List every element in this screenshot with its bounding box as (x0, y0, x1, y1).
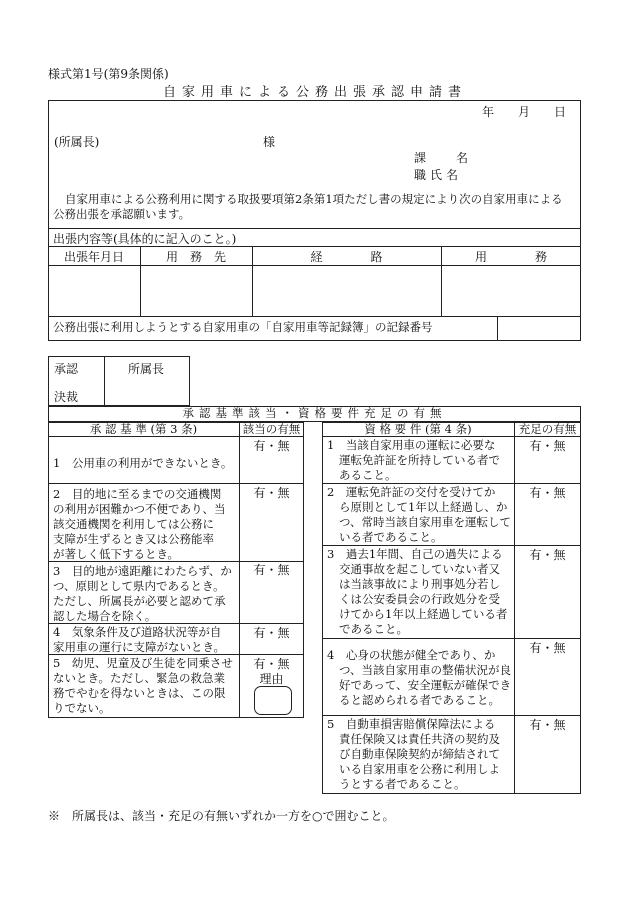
col-route: 経 路 (310, 250, 383, 264)
request-text: 自家用車による公務利用に関する取扱要項第2条第1項ただし書の規定により次の自家用車による 公務出張を承認願います。 (53, 192, 563, 221)
standard-1-mark: 有・無 (253, 439, 290, 453)
standard-item-1: 1 公用車の利用ができないとき。 (53, 456, 233, 470)
col-trip-date: 出張年月日 (63, 250, 124, 264)
requirement-1-mark: 有・無 (529, 439, 566, 453)
standard-item-5: 5 幼児、児童及び生徒を同乗させ ないとき。ただし、緊急の救急業 務でやむを得ないときは、この限 りでない。 (53, 656, 233, 715)
page-title: 自家用車による公務出張承認申請書 (162, 85, 467, 100)
date-label: 年 月 日 (482, 105, 567, 119)
left-col1-header: 承 認 基 準 (第 3 条) (89, 422, 198, 436)
standard-3-mark: 有・無 (253, 563, 290, 577)
standard-5-mark: 有・無 (253, 657, 290, 671)
standard-2-mark: 有・無 (253, 486, 290, 500)
sama-label: 様 (263, 135, 276, 149)
standard-4-mark: 有・無 (253, 626, 290, 640)
footnote: ※ 所属長は、該当・充足の有無いずれか一方を○で囲むこと。 (48, 809, 395, 823)
position-name-label: 職氏名 (414, 168, 463, 182)
addressee-label: (所属長) (54, 135, 100, 149)
standard-item-4: 4 気象条件及び道路状況等が自 家用車の運行に支障がないとき。 (53, 625, 226, 654)
right-col1-header: 資 格 要 件 (第 4 条) (364, 422, 472, 436)
record-number-label: 公務出張に利用しようとする自家用車の「自家用車等記録簿」の記録番号 (53, 320, 433, 334)
approval-label: 承認 (54, 362, 79, 376)
right-col2-header: 充足の有無 (518, 422, 577, 436)
requirement-4-mark: 有・無 (529, 641, 566, 655)
requirement-3-mark: 有・無 (529, 548, 566, 562)
section-name-label: 課 名 (414, 151, 471, 165)
requirement-2-mark: 有・無 (529, 486, 566, 500)
standard-item-2: 2 目的地に至るまでの交通機関 の利用が困難かつ不便であり、当 該交通機関を利用しては公務に 支障が生ずるとき又は公務能率 が著しく低下するとき。 (53, 487, 226, 561)
requirement-item-1: 1 当該自家用車の運転に必要な 運転免許証を所持している者で あること。 (327, 438, 500, 482)
kessai-label: 決裁 (54, 390, 79, 404)
requirement-item-5: 5 自動車損害賠償保障法による 責任保険又は責任共済の契約及 び自動車保険契約が締結されて いる自家用車を公務に利用しよ うとする者であること。 (327, 717, 500, 791)
requirement-item-2: 2 運転免許証の交付を受けてか ら原則として1年以上経過し、か つ、常時当該自家用車を運転して いる者であること。 (327, 485, 512, 544)
standard-item-3: 3 目的地が遠距離にわたらず、か つ、原則として県内であるとき。 ただし、所属長が必要と認めて承 認した場合を除く。 (53, 564, 232, 623)
reason-bracket (254, 686, 292, 715)
requirement-item-3: 3 過去1年間、自己の過失による 交通事故を起こしていない者又 は当該事故により刑事処分若し くは公安委員会の行政処分を受 けてから1年以上経過している者 であること。 (327, 547, 508, 636)
form-id: 様式第1号(第9条関係) (48, 67, 169, 81)
shozokucho-label: 所属長 (128, 362, 165, 376)
reason-label: 理由 (259, 672, 284, 686)
criteria-title: 承認基準該当・資格要件充足の有無 (182, 406, 447, 420)
trip-details-label: 出張内容等(具体的に記入のこと。) (53, 232, 237, 246)
requirement-5-mark: 有・無 (529, 718, 566, 732)
left-col2-header: 該当の有無 (242, 422, 301, 436)
requirement-item-4: 4 心身の状態が健全であり、か つ、当該自家用車の整備状況が良 好であって、安全運転が確保でき ると認められる者であること。 (327, 648, 512, 707)
col-destination: 用 務 先 (165, 250, 226, 264)
col-business: 用 務 (474, 250, 547, 264)
